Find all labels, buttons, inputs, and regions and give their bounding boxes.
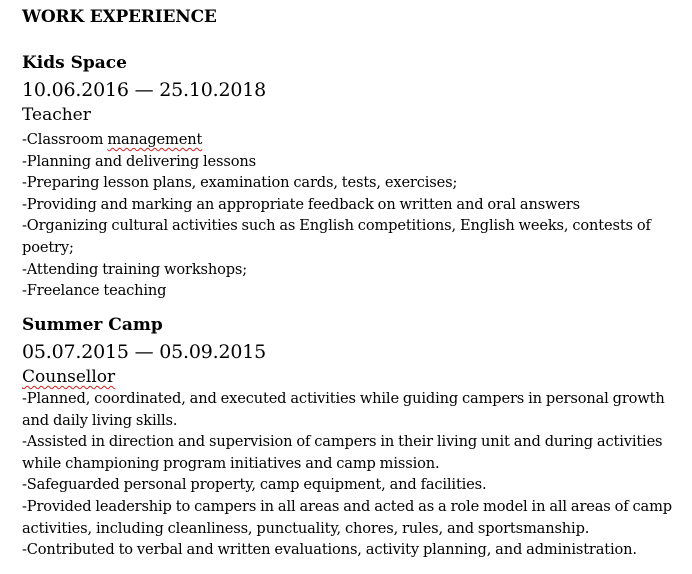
company-name: Summer Camp — [22, 315, 163, 335]
company-name: Kids Space — [22, 53, 127, 73]
job-entry-summer-camp — [22, 315, 682, 561]
duty-list — [22, 388, 682, 561]
employment-dates: 10.06.2016 — 25.10.2018 — [22, 79, 267, 101]
duty-item: -Contributed to verbal and written evaluations, activity planning, and administration. — [22, 541, 637, 559]
duty-list — [22, 129, 682, 302]
section-title: WORK EXPERIENCE — [22, 7, 217, 27]
spellcheck-flagged-word: management — [107, 131, 203, 148]
duty-item: -Classroom management — [22, 131, 203, 148]
job-role: Teacher — [22, 105, 91, 125]
duty-item: -Assisted in direction and supervision of campers in their living unit and during activities while championing program initiatives and camp mission. — [22, 433, 663, 472]
job-entry-kids-space — [22, 53, 682, 302]
duty-item: -Preparing lesson plans, examination cards, tests, exercises; — [22, 174, 458, 192]
job-role: Counsellor — [22, 367, 116, 387]
duty-item: -Planned, coordinated, and executed activities while guiding campers in personal growth and daily living skills. — [22, 390, 665, 429]
duty-item: -Planning and delivering lessons — [22, 152, 256, 170]
duty-item: -Safeguarded personal property, camp equipment, and facilities. — [22, 476, 487, 494]
duty-item: -Attending training workshops; — [22, 260, 248, 278]
duty-item: -Freelance teaching — [22, 282, 167, 300]
duty-item: -Provided leadership to campers in all areas and acted as a role model in all areas of camp activities, including cleanliness, punctuality, chores, rules, and sportsmanship. — [22, 497, 672, 537]
duty-item: -Organizing cultural activities such as English competitions, English weeks, contests of poetry; — [22, 217, 651, 256]
employment-dates: 05.07.2015 — 05.09.2015 — [22, 341, 267, 363]
duty-item: -Providing and marking an appropriate feedback on written and oral answers — [22, 195, 581, 213]
